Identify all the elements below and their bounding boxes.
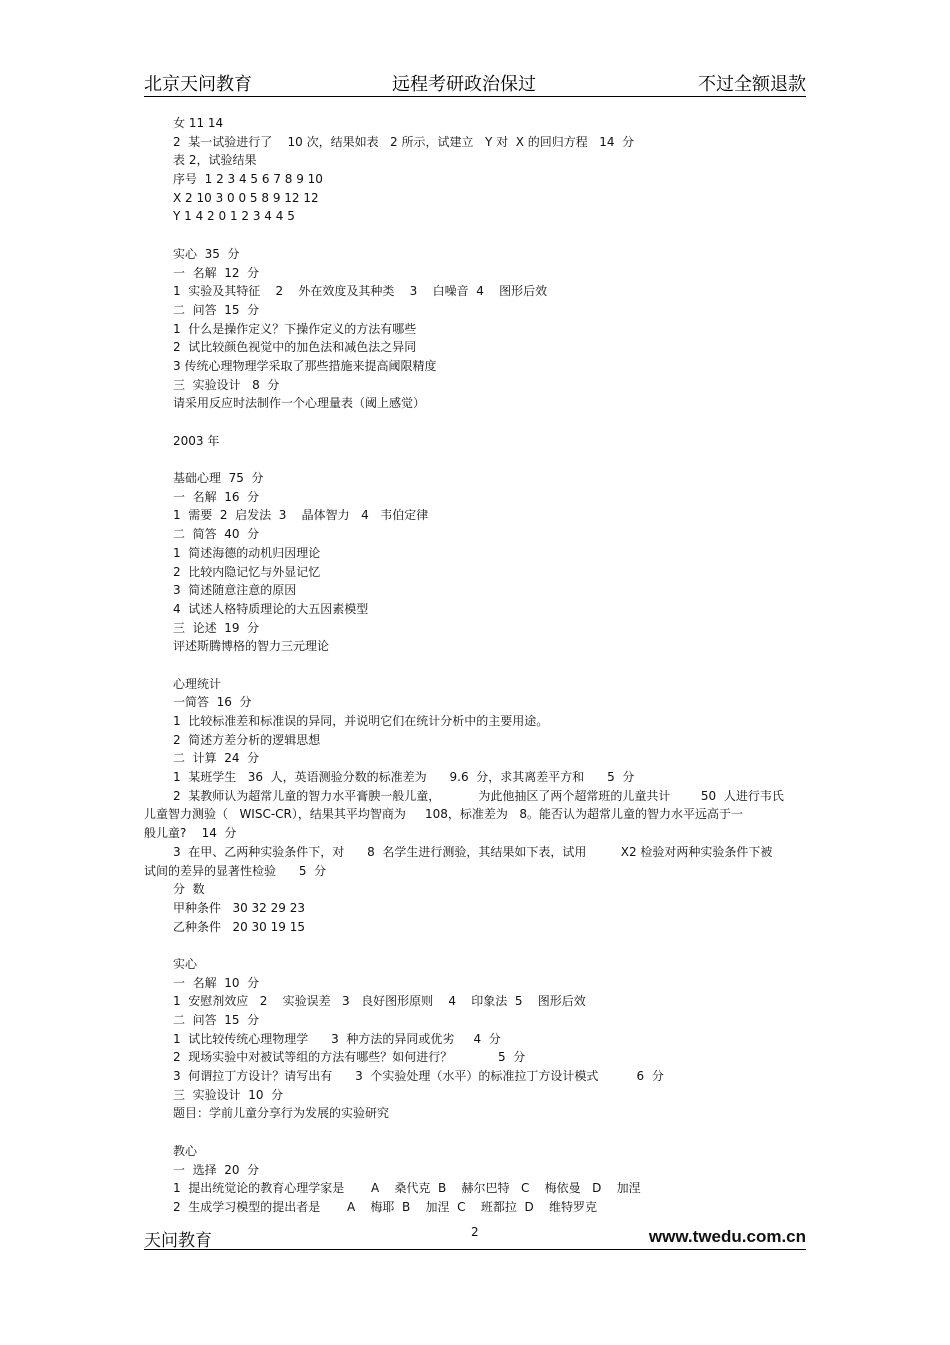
text-line: 一简答 16 分 <box>173 695 252 710</box>
text-line: 儿童智力测验（ WISC-CR），结果其平均智商为 108，标准差为 8。能否认为超常儿童的智力水平远高于一 <box>144 807 743 822</box>
text-line: 甲种条件 30 32 29 23 <box>173 900 305 915</box>
text-line: 序号 1 2 3 4 5 6 7 8 9 10 <box>173 172 323 187</box>
text-line: 3 传统心理物理学采取了那些措施来提高阈限精度 <box>173 358 437 373</box>
text-line: 2 生成学习模型的提出者是 A 梅耶 B 加涅 C 班都拉 D 维特罗克 <box>173 1199 597 1214</box>
text-line: 1 比较标准差和标准误的异同，并说明它们在统计分析中的主要用途。 <box>173 714 549 728</box>
text-line: 3 在甲、乙两种实验条件下，对 8 名学生进行测验，其结果如下表，试用 X2 检验对两种实验条件下被 <box>173 844 773 859</box>
header-right-text: 不过全额退款 <box>698 74 806 95</box>
text-line: 试间的差异的显著性检验 5 分 <box>144 863 327 878</box>
page-number: 2 <box>471 1225 479 1239</box>
text-line: X 2 10 3 0 0 5 8 9 12 12 <box>173 190 319 205</box>
footer-website: www.twedu.com.cn <box>648 1227 806 1246</box>
blank-line <box>144 656 806 675</box>
text-line: 2 比较内隐记忆与外显记忆 <box>173 564 321 579</box>
blank-line <box>144 413 806 432</box>
text-line: 1 提出统觉论的教育心理学家是 A 桑代克 B 赫尔巴特 C 梅依曼 D 加涅 <box>173 1181 641 1196</box>
blank-line <box>144 450 806 469</box>
text-line: 2 某一试验进行了 10 次，结果如表 2 所示，试建立 Y 对 X 的回归方程 14 分 <box>173 134 635 149</box>
text-line: 二 简答 40 分 <box>173 527 260 542</box>
text-line: 题目：学前儿童分享行为发展的实验研究 <box>173 1106 390 1121</box>
text-line: 实心 <box>173 956 198 971</box>
page-header <box>144 66 806 97</box>
text-line: 1 什么是操作定义？下操作定义的方法有哪些 <box>173 321 417 336</box>
text-line: 三 实验设计 8 分 <box>173 377 280 392</box>
text-line: 心理统计 <box>173 676 222 691</box>
document-body <box>144 114 806 1217</box>
text-line: 3 何谓拉丁方设计？请写出有 3 个实验处理（水平）的标准拉丁方设计模式 6 分 <box>173 1069 664 1084</box>
text-line: 1 试比较传统心理物理学 3 种方法的异同或优劣 4 分 <box>173 1031 501 1046</box>
text-line: 评述斯腾博格的智力三元理论 <box>173 639 330 654</box>
text-line: 3 简述随意注意的原因 <box>173 583 297 598</box>
text-line: 4 试述人格特质理论的大五因素模型 <box>173 601 369 616</box>
text-line: 般儿童? 14 分 <box>144 826 237 841</box>
blank-line <box>144 936 806 955</box>
text-line: 1 实验及其特征 2 外在效度及其种类 3 白噪音 4 图形后效 <box>173 284 548 299</box>
text-line: 一 名解 10 分 <box>173 975 260 990</box>
text-line: 2 现场实验中对被试等组的方法有哪些？如何进行？ 5 分 <box>173 1050 526 1065</box>
text-line: 三 论述 19 分 <box>173 620 260 635</box>
text-line: 乙种条件 20 30 19 15 <box>173 919 305 934</box>
text-line: 一 名解 16 分 <box>173 489 260 504</box>
blank-line <box>144 226 806 245</box>
text-line: 女 11 14 <box>173 116 224 130</box>
header-left-text: 北京天问教育 <box>144 74 252 95</box>
text-line: 二 问答 15 分 <box>173 1013 260 1027</box>
text-line: 2 简述方差分析的逻辑思想 <box>173 732 321 747</box>
text-line: 2003 年 <box>173 433 220 448</box>
text-line: Y 1 4 2 0 1 2 3 4 4 5 <box>173 209 295 224</box>
text-line: 1 安慰剂效应 2 实验误差 3 良好图形原则 4 印象法 5 图形后效 <box>173 994 586 1009</box>
text-line: 二 问答 15 分 <box>173 302 260 317</box>
blank-line <box>144 1123 806 1142</box>
text-line: 2 某教师认为超常儿童的智力水平膏腴一般儿童， 为此他抽区了两个超常班的儿童共计 50 人进行韦氏 <box>173 788 784 803</box>
text-line: 分 数 <box>173 882 205 897</box>
text-line: 三 实验设计 10 分 <box>173 1087 284 1102</box>
text-line: 一 选择 20 分 <box>173 1162 260 1177</box>
text-line: 教心 <box>173 1143 198 1158</box>
text-line: 2 试比较颜色视觉中的加色法和减色法之异同 <box>173 340 417 355</box>
text-line: 一 名解 12 分 <box>173 265 260 280</box>
text-line: 1 需要 2 启发法 3 晶体智力 4 韦伯定律 <box>173 508 429 523</box>
page-footer <box>144 1225 806 1250</box>
header-center-text: 远程考研政治保过 <box>392 74 536 95</box>
text-line: 表 2，试验结果 <box>173 153 257 168</box>
text-line: 1 某班学生 36 人，英语测验分数的标准差为 9.6 分，求其离差平方和 5 分 <box>173 770 635 785</box>
text-line: 实心 35 分 <box>173 246 240 261</box>
text-line: 基础心理 75 分 <box>173 471 264 486</box>
footer-left-text: 天问教育 <box>144 1231 212 1251</box>
text-line: 请采用反应时法制作一个心理量表（阈上感觉） <box>173 396 426 411</box>
text-line: 1 简述海德的动机归因理论 <box>173 545 321 560</box>
text-line: 二 计算 24 分 <box>173 751 260 766</box>
